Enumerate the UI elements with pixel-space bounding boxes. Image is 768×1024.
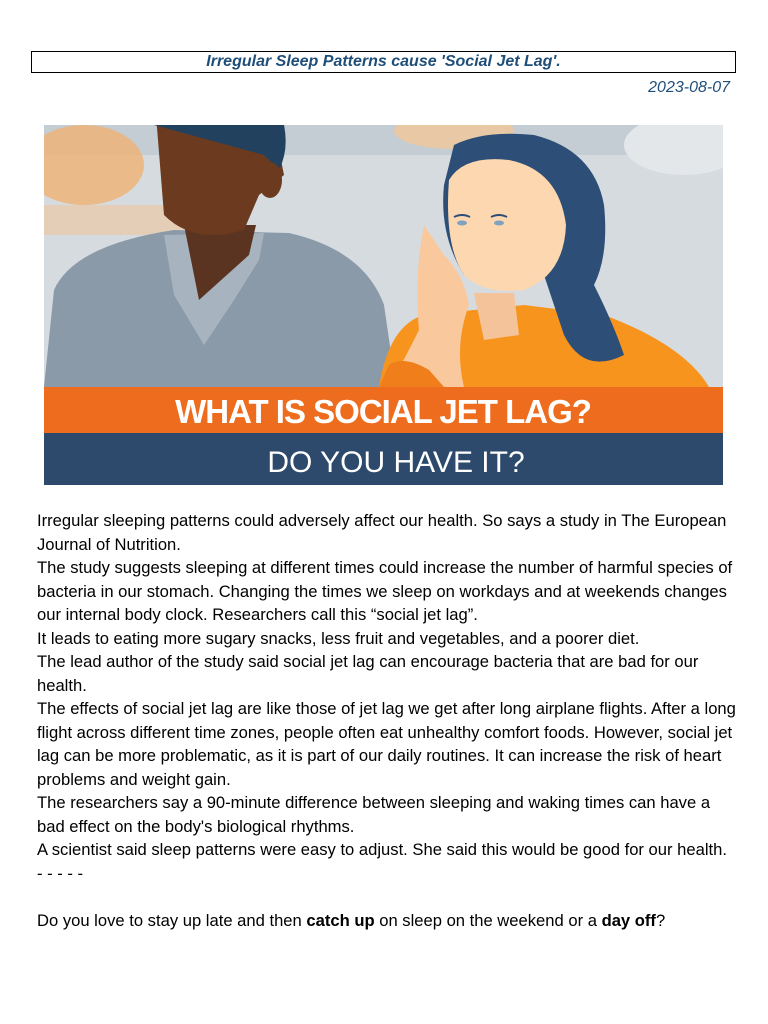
question-bold-catch-up: catch up [306, 910, 375, 930]
question-text-2: on sleep on the weekend or a [374, 910, 602, 930]
article-date: 2023-08-07 [648, 79, 730, 96]
hero-illustration [44, 125, 723, 485]
paragraph-1: Irregular sleeping patterns could adversely affect our health. So says a study in The European Journal of Nutrition. [37, 511, 727, 554]
hero-headline: WHAT IS SOCIAL JET LAG? [175, 393, 591, 430]
woman-eye-right [494, 221, 504, 226]
separator: - - - - - [37, 863, 84, 883]
hero-svg [44, 125, 723, 485]
man-ear [258, 162, 282, 198]
hero-bg-top [44, 125, 723, 155]
paragraph-4: The lead author of the study said social jet lag can encourage bacteria that are bad for our health. [37, 652, 699, 695]
article-title-box [31, 51, 736, 73]
paragraph-2: The study suggests sleeping at different times could increase the number of harmful species of bacteria in our stomach. Changing the times we sleep on workdays and at weekends changes our internal body clock. Researchers call this “social jet lag”. [37, 558, 733, 624]
paragraph-3: It leads to eating more sugary snacks, less fruit and vegetables, and a poorer diet. [37, 628, 640, 648]
question-paragraph [37, 909, 737, 933]
blank-line [37, 885, 737, 909]
woman-eye-left [457, 221, 467, 226]
paragraph-6: The researchers say a 90-minute difference between sleeping and waking times can have a bad effect on the body's biological rhythms. [37, 793, 711, 836]
paragraph-5: The effects of social jet lag are like those of jet lag we get after long airplane flights. After a long flight across different time zones, people often eat unhealthy comfort foods. However, social jet lag can be more problematic, as it is part of our daily routines. It can increase the risk of heart problems and weight gain. [37, 699, 736, 789]
question-text-3: ? [655, 910, 666, 930]
hero-subheadline: DO YOU HAVE IT? [267, 446, 525, 479]
bg-stripe [44, 205, 184, 235]
article-body [37, 509, 737, 932]
question-bold-day-off: day off [601, 910, 656, 930]
paragraph-7: A scientist said sleep patterns were easy to adjust. She said this would be good for our health. [37, 840, 727, 859]
question-text-1: Do you love to stay up late and then [37, 910, 307, 930]
article-title: Irregular Sleep Patterns cause 'Social Jet Lag'. [206, 53, 561, 70]
